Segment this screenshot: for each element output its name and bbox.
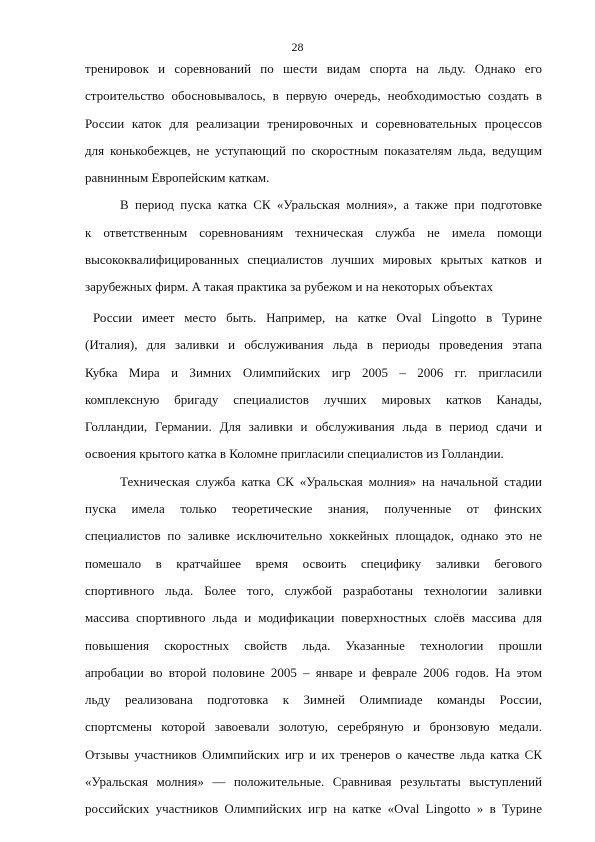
text-line: России имеет место быть. Например, на катке Oval Lingotto в Турине xyxy=(93,310,542,325)
paragraph xyxy=(85,304,542,468)
text-line: апробации во второй половине 2005 – январе и феврале 2006 годов. На этом xyxy=(85,664,542,680)
paragraph xyxy=(85,55,542,191)
text-line: спортсмены которой завоевали золотую, серебряную и бронзовую медали. xyxy=(85,719,542,735)
paragraph xyxy=(85,468,542,823)
text-line: для конькобежцев, не уступающий по скоростным показателям льда, ведущим xyxy=(85,142,542,158)
text-block-top xyxy=(85,55,542,301)
text-line: российских участников Олимпийских игр на катке «Oval Lingotto » в Турине xyxy=(85,801,542,817)
text-line: массива спортивного льда и модификации поверхностных слоёв массива для xyxy=(85,610,542,626)
text-line: России каток для реализации тренировочных и соревновательных процессов xyxy=(85,115,542,131)
text-block-bottom xyxy=(85,304,542,823)
text-line: равнинным Европейским каткам. xyxy=(85,170,270,186)
text-line: Отзывы участников Олимпийских игр и их тренеров о качестве льда катка СК xyxy=(85,746,542,762)
text-line: к ответственным соревнованиям техническая служба не имела помощи xyxy=(85,224,542,240)
text-line: Голландии, Германии. Для заливки и обслуживания льда в период сдачи и xyxy=(85,419,542,435)
text-line: льду реализована подготовка к Зимней Олимпиаде команды России, xyxy=(85,692,542,708)
paragraph xyxy=(85,191,542,300)
text-line: строительство обосновывалось, в первую очередь, необходимостью создать в xyxy=(85,88,542,104)
text-line: высококвалифицированных специалистов лучших мировых крытых катков и xyxy=(85,252,542,268)
text-line: В период пуска катка СК «Уральская молния», а также при подготовке xyxy=(120,197,542,213)
text-line: Кубка Мира и Зимних Олимпийских игр 2005 – 2006 гг. пригласили xyxy=(85,364,542,380)
text-line: тренировок и соревнований по шести видам спорта на льду. Однако его xyxy=(85,61,542,76)
text-line: (Италия), для заливки и обслуживания льда в периоды проведения этапа xyxy=(85,337,542,353)
text-line: повышения скоростных свойств льда. Указанные технологии прошли xyxy=(85,637,542,653)
text-line: зарубежных фирм. А такая практика за рубежом и на некоторых объектах xyxy=(85,279,493,295)
text-line: специалистов по заливке исключительно хоккейных площадок, однако это не xyxy=(85,528,542,544)
text-line: «Уральская молния» — положительные. Сравнивая результаты выступлений xyxy=(85,774,542,790)
text-line: помешало в кратчайшее время освоить специфику заливки бегового xyxy=(85,555,542,571)
text-line: Техническая служба катка СК «Уральская молния» на начальной стадии xyxy=(120,473,542,489)
text-line: комплексную бригаду специалистов лучших мировых катков Канады, xyxy=(85,391,542,407)
text-line: спортивного льда. Более того, службой разработаны технологии заливки xyxy=(85,582,542,598)
page-number: 28 xyxy=(291,40,304,54)
text-line: пуска имела только теоретические знания, полученные от финских xyxy=(85,501,542,517)
text-line: освоения крытого катка в Коломне пригласили специалистов из Голландии. xyxy=(85,446,504,462)
